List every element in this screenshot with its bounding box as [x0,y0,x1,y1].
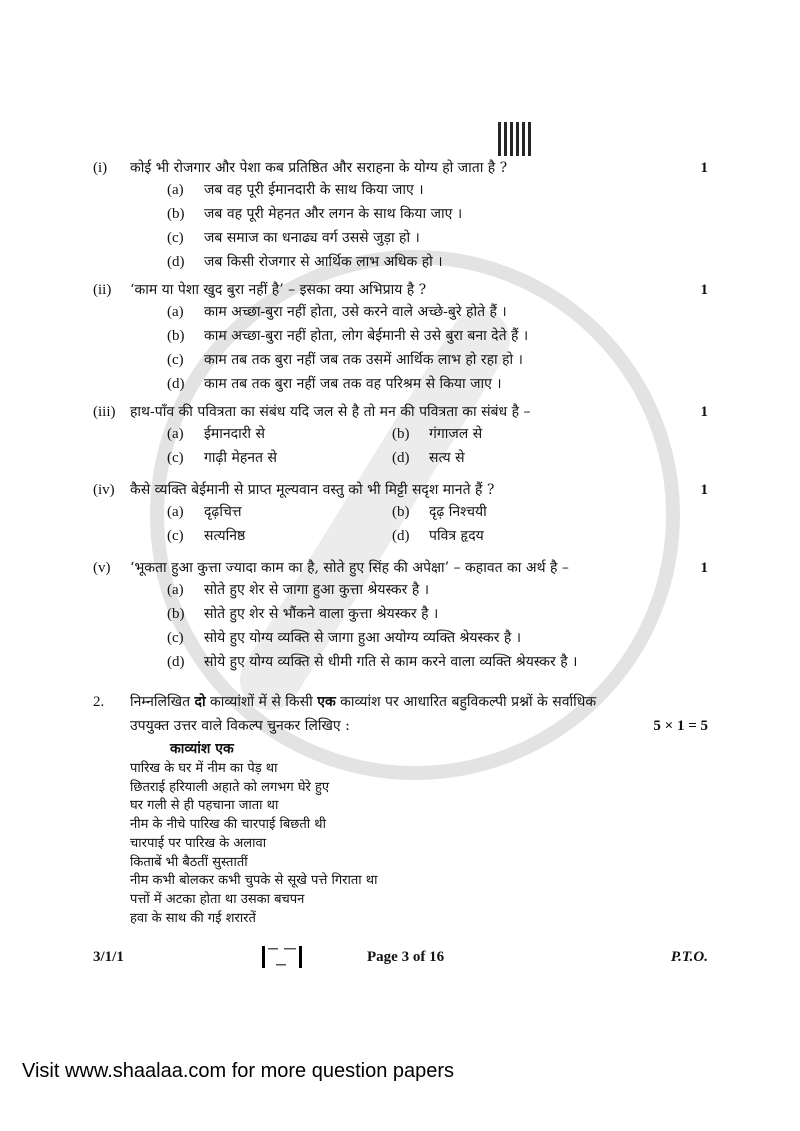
option-letter: (a) [167,304,184,320]
question-2-line2: उपयुक्त उत्तर वाले विकल्प चुनकर लिखिए : [130,718,350,734]
question-marks: 1 [700,282,708,298]
option [392,424,708,444]
option [167,180,708,200]
option-letter: (c) [167,630,184,646]
poem-line: नीम के नीचे पारिख की चारपाई बिछती थी [130,817,326,833]
poem-line: छितराई हरियाली अहाते को लगभग घेरे हुए [130,779,330,795]
option [392,448,708,468]
question-number: (v) [93,560,111,576]
poem-heading: काव्यांश एक [170,741,234,757]
option-text: काम तब तक बुरा नहीं जब तक वह परिश्रम से किया जाए । [204,376,502,392]
option-text: पवित्र हृदय [429,528,484,544]
option-text: काम अच्छा-बुरा नहीं होता, लोग बेईमानी से उसे बुरा बना देते हैं । [204,328,529,344]
poem-line: पारिख के घर में नीम का पेड़ था [130,761,278,776]
question-marks: 1 [700,160,708,176]
question-row [93,480,708,500]
option [392,526,708,546]
option [167,374,708,394]
option [167,652,708,672]
question-2-line2-row [130,714,708,738]
pto-label: P.T.O. [670,948,708,965]
question-number: (iv) [93,482,115,498]
option-text: सोते हुए शेर से जागा हुआ कुत्ता श्रेयस्कर है । [204,582,430,598]
question-number: (iii) [93,404,116,420]
option-text: काम तब तक बुरा नहीं जब तक उसमें आर्थिक लाभ हो रहा हो । [204,352,523,368]
question [93,402,708,472]
question-2-text [130,690,708,738]
option-letter: (c) [167,450,184,466]
question-text: हाथ-पाँव की पवित्रता का संबंध यदि जल से है तो मन की पवित्रता का संबंध है – [130,404,531,420]
option-letter: (c) [167,528,184,544]
option [167,204,708,224]
question [93,480,708,550]
option-letter: (d) [167,254,185,270]
option-letter: (b) [167,606,185,622]
option [167,228,708,248]
option-text: सोते हुए शेर से भौंकने वाला कुत्ता श्रेयस्कर है । [204,606,439,622]
option-list [167,580,708,672]
q2-text: काव्यांशों में से किसी [205,694,318,710]
option [167,302,708,322]
poem-line: किताबें भी बैठतीं सुस्तातीं [130,854,248,870]
option [392,502,708,522]
option-letter: (d) [167,654,185,670]
option-text: सत्य से [429,450,465,466]
barcode-icon [262,946,302,968]
visit-banner[interactable]: Visit www.shaalaa.com for more question papers [22,1060,455,1083]
page-footer [93,946,708,968]
question-marks: 1 [700,482,708,498]
option-list [167,180,708,272]
option-list [167,502,708,550]
question-marks: 1 [700,560,708,576]
poem-line: पत्तों में अटका होता था उसका बचपन [130,891,305,907]
option-text: सत्यनिष्ठ [204,528,246,544]
question-text: ‘भूकता हुआ कुत्ता ज्यादा काम का है, सोते हुए सिंह की अपेक्षा’ – कहावत का अर्थ है – [130,560,569,576]
option-text: जब वह पूरी मेहनत और लगन के साथ किया जाए । [204,206,463,222]
question [93,558,708,672]
option-text: जब समाज का धनाढ्य वर्ग उससे जुड़ा हो । [204,230,420,246]
option-letter: (c) [167,230,184,246]
question-text: कोई भी रोजगार और पेशा कब प्रतिष्ठित और सराहना के योग्य हो जाता है ? [130,160,508,176]
option [167,326,708,346]
page-number: Page 3 of 16 [367,948,445,965]
option-list [167,302,708,394]
q2-bold-do: दो [194,694,206,710]
option-text: सोये हुए योग्य व्यक्ति से जागा हुआ अयोग्य व्यक्ति श्रेयस्कर है । [204,630,522,646]
option-letter: (b) [392,426,410,442]
option [167,252,708,272]
question-row [93,158,708,178]
option-letter: (d) [392,528,410,544]
question-marks: 1 [700,404,708,420]
option-letter: (a) [167,582,184,598]
question-list [93,158,708,672]
option [167,448,392,468]
option-text: गंगाजल से [429,426,483,442]
option-text: दृढ़चित्त [204,504,242,520]
option-letter: (a) [167,504,184,520]
poem-line: नीम कभी बोलकर कभी चुपके से सूखे पत्ते गिराता था [130,873,378,889]
poem-line: हवा के साथ की गई शरारतें [130,910,256,926]
option [167,350,708,370]
poem-line: चारपाई पर पारिख के अलावा [130,835,267,851]
q2-text: निम्नलिखित [130,694,195,710]
option-list [167,424,708,472]
option-text: गाढ़ी मेहनत से [204,450,277,466]
option-letter: (d) [167,376,185,392]
question-text: कैसे व्यक्ति बेईमानी से प्राप्त मूल्यवान वस्तु को भी मिट्टी सदृश मानते हैं ? [130,482,495,498]
option-text: जब वह पूरी ईमानदारी के साथ किया जाए । [204,182,424,198]
option-text: ईमानदारी से [204,426,265,442]
option [167,580,708,600]
paper-code: 3/1/1 [93,948,124,965]
option-letter: (b) [392,504,410,520]
option-text: काम अच्छा-बुरा नहीं होता, उसे करने वाले अच्छे-बुरे होते हैं । [204,304,507,320]
option-letter: (a) [167,426,184,442]
option-letter: (a) [167,182,184,198]
option [167,628,708,648]
option-letter: (b) [167,206,185,222]
option [167,526,392,546]
question-2-line1 [130,690,708,714]
option [167,424,392,444]
question-2 [93,690,708,738]
option [167,604,708,624]
q2-bold-ek: एक [317,694,336,710]
option-letter: (c) [167,352,184,368]
option [167,502,392,522]
question-row [93,402,708,422]
option-letter: (b) [167,328,185,344]
option-text: जब किसी रोजगार से आर्थिक लाभ अधिक हो । [204,254,443,270]
question-row [93,558,708,578]
question-2-number: 2. [93,694,105,710]
question-number: (i) [93,160,108,176]
q2-text: काव्यांश पर आधारित बहुविकल्पी प्रश्नों के सर्वाधिक [335,694,597,710]
question [93,280,708,394]
option-letter: (d) [392,450,410,466]
question-number: (ii) [93,282,112,298]
question-text: ‘काम या पेशा खुद बुरा नहीं है’ – इसका क्या अभिप्राय है ? [130,282,427,298]
option-text: सोये हुए योग्य व्यक्ति से धीमी गति से काम करने वाला व्यक्ति श्रेयस्कर है । [204,654,578,670]
question-row [93,280,708,300]
question [93,158,708,272]
question-2-marks: 5 × 1 = 5 [653,718,708,734]
option-text: दृढ़ निश्चयी [429,504,487,520]
poem [130,760,708,928]
poem-line: घर गली से ही पहचाना जाता था [130,798,279,814]
